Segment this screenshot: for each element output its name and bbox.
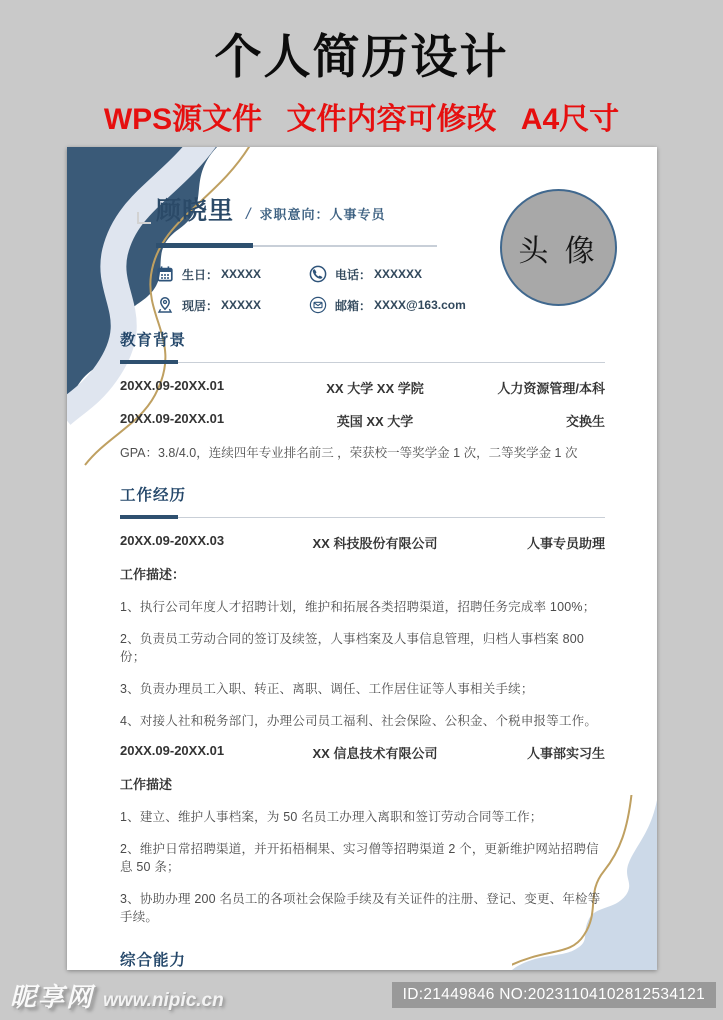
work-experience-section bbox=[120, 483, 605, 925]
section-rule bbox=[120, 515, 605, 519]
job-company: XX 科技股份有限公司 bbox=[312, 536, 438, 551]
section-rule-accent bbox=[120, 360, 178, 364]
job-bullet: 2、维护日常招聘渠道，并开拓梧桐果、实习僧等招聘渠道 2 个，更新维护网站招聘信息 50 条； bbox=[120, 842, 599, 874]
header-divider bbox=[156, 243, 437, 248]
resume-header bbox=[156, 191, 508, 314]
job-entry bbox=[120, 533, 605, 729]
candidate-name: 顾晓里 bbox=[156, 197, 235, 225]
job-bullet: 4、对接人社和税务部门，办理公司员工福利、社会保险、公积金、个税申报等工作。 bbox=[120, 714, 598, 728]
contact-value: XXXXX bbox=[221, 298, 262, 312]
image-id-badge: ID:21449846 NO:20231104102812534121 bbox=[392, 982, 716, 1008]
resume-body bbox=[120, 328, 605, 970]
job-desc-label: 工作描述 bbox=[120, 777, 173, 792]
job-bullet: 2、负责员工劳动合同的签订及续签，人事档案及人事信息管理，归档人事档案 800 份； bbox=[120, 632, 585, 664]
contact-label: 邮箱： bbox=[335, 298, 372, 313]
education-row bbox=[120, 411, 605, 430]
mail-icon bbox=[309, 296, 327, 314]
skills-section bbox=[120, 948, 605, 970]
job-header-row bbox=[120, 743, 605, 762]
section-rule-accent bbox=[120, 515, 178, 519]
banner-subtitle: WPS源文件 文件内容可修改 A4尺寸 bbox=[103, 103, 620, 136]
phone-icon bbox=[309, 265, 327, 283]
job-bullet: 1、执行公司年度人才招聘计划，维护和拓展各类招聘渠道，招聘任务完成率 100%； bbox=[120, 600, 596, 614]
education-school: 英国 XX 大学 bbox=[336, 414, 414, 429]
section-title: 教育背景 bbox=[120, 332, 187, 349]
divider-accent-segment bbox=[156, 243, 253, 248]
contact-grid bbox=[156, 265, 508, 314]
contact-value: XXXX@163.com bbox=[374, 298, 466, 312]
contact-label: 生日： bbox=[182, 267, 219, 282]
job-entry bbox=[120, 743, 605, 925]
contact-email bbox=[309, 296, 508, 314]
contact-birthday bbox=[156, 265, 309, 283]
education-section bbox=[120, 328, 605, 461]
job-bullet: 3、协助办理 200 名员工的各项社会保险手续及有关证件的注册、登记、变更、年检等手续。 bbox=[120, 892, 601, 924]
section-title: 工作经历 bbox=[120, 487, 187, 504]
education-period: 20XX.09-20XX.01 bbox=[120, 411, 225, 426]
section-title: 综合能力 bbox=[120, 952, 187, 969]
job-period: 20XX.09-20XX.01 bbox=[120, 743, 225, 758]
name-row bbox=[156, 191, 508, 227]
name-separator: / bbox=[246, 206, 251, 223]
gpa-line: GPA：3.8/4.0，连续四年专业排名前三 ，荣获校一等奖学金 1 次，二等奖学金 1 次 bbox=[120, 446, 578, 460]
banner-title: 个人简历设计 bbox=[214, 30, 509, 83]
contact-label: 现居： bbox=[182, 298, 219, 313]
name-bracket-decoration bbox=[137, 212, 151, 224]
education-row bbox=[120, 378, 605, 397]
education-degree: 人力资源管理/本科 bbox=[497, 381, 605, 396]
contact-value: XXXXX bbox=[221, 267, 262, 281]
education-period: 20XX.09-20XX.01 bbox=[120, 378, 225, 393]
contact-phone bbox=[309, 265, 508, 283]
job-bullet: 1、建立、维护人事档案，为 50 名员工办理入离职和签订劳动合同等工作； bbox=[120, 810, 543, 824]
resume-page bbox=[67, 147, 657, 970]
job-company: XX 信息技术有限公司 bbox=[312, 746, 438, 761]
site-url: www.nipic.cn bbox=[103, 990, 224, 1011]
job-header-row bbox=[120, 533, 605, 552]
location-icon bbox=[156, 296, 174, 314]
section-rule bbox=[120, 360, 605, 364]
contact-address bbox=[156, 296, 309, 314]
calendar-icon bbox=[156, 265, 174, 283]
job-intent: 求职意向：人事专员 bbox=[259, 207, 386, 222]
education-school: XX 大学 XX 学院 bbox=[326, 381, 424, 396]
avatar bbox=[500, 189, 617, 306]
contact-value: XXXXXX bbox=[374, 267, 423, 281]
job-role: 人事专员助理 bbox=[526, 536, 605, 551]
site-watermark-logo bbox=[10, 977, 224, 1014]
job-desc-label: 工作描述： bbox=[120, 567, 186, 582]
site-name: 昵享网 bbox=[10, 982, 95, 1012]
avatar-placeholder-text: 头 像 bbox=[518, 234, 599, 268]
job-role: 人事部实习生 bbox=[526, 746, 605, 761]
job-bullet: 3、负责办理员工入职、转正、离职、调任、工作居住证等人事相关手续； bbox=[120, 682, 534, 696]
contact-label: 电话： bbox=[335, 267, 372, 282]
education-rows bbox=[120, 378, 605, 430]
divider-light-segment bbox=[253, 245, 437, 247]
education-degree: 交换生 bbox=[565, 414, 605, 429]
job-period: 20XX.09-20XX.03 bbox=[120, 533, 225, 548]
